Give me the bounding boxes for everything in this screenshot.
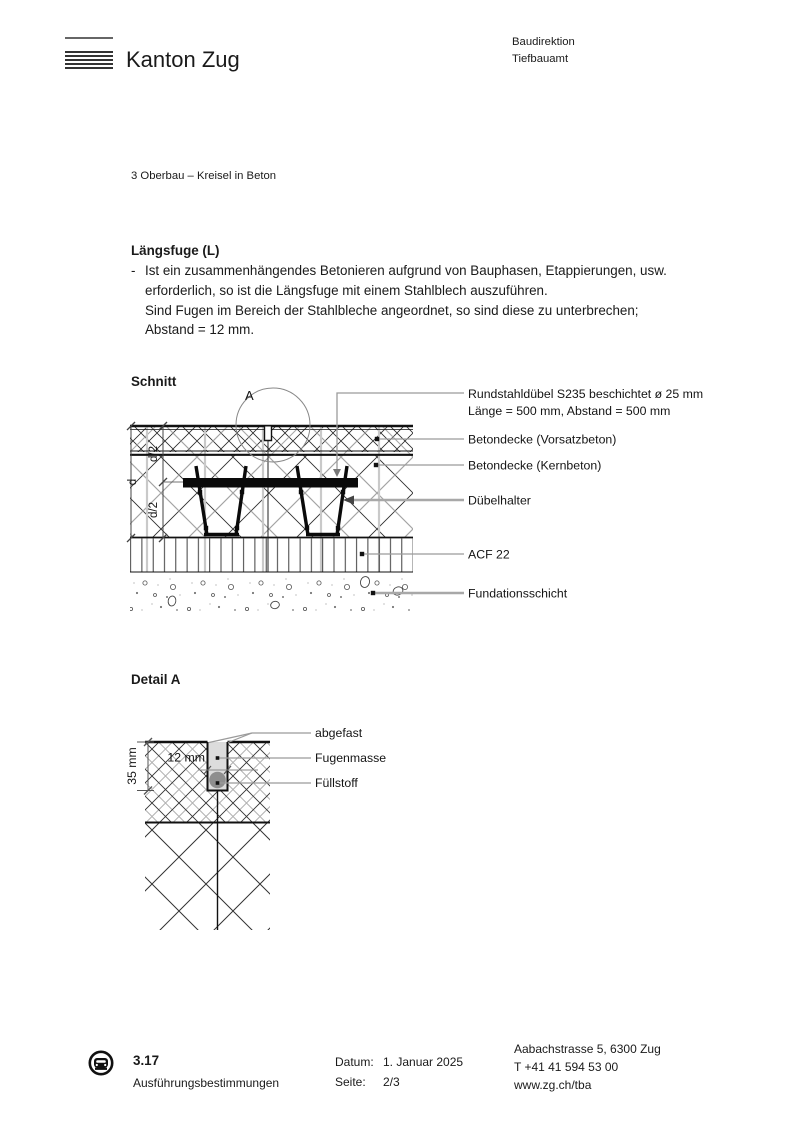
label-duebelhalter: Dübelhalter — [468, 493, 531, 508]
page-label: Seite: — [335, 1075, 366, 1089]
car-icon — [88, 1050, 114, 1076]
org-line-1: Baudirektion — [512, 36, 575, 48]
label-fugenmasse: Fugenmasse — [315, 751, 387, 765]
contact-phone: T +41 41 594 53 00 — [514, 1060, 619, 1074]
dim-d2-top-label: d/2 — [148, 446, 160, 462]
doc-title: Ausführungsbestimmungen — [133, 1076, 280, 1090]
detail-a-marker: A — [245, 388, 254, 403]
contact-website: www.zg.ch/tba — [514, 1078, 592, 1092]
kanton-zug-logo — [64, 36, 114, 70]
label-acf: ACF 22 — [468, 547, 510, 562]
contact-address: Aabachstrasse 5, 6300 Zug — [514, 1042, 661, 1056]
doc-number: 3.17 — [133, 1053, 160, 1068]
label-fuellstoff: Füllstoff — [315, 776, 358, 790]
org-line-2: Tiefbauamt — [512, 52, 569, 65]
paragraph-line: Abstand = 12 mm. — [145, 322, 255, 338]
breadcrumb: 3 Oberbau – Kreisel in Beton — [131, 170, 277, 182]
paragraph-line: Sind Fugen im Bereich der Stahlbleche angeordnet, so sind diese zu unterbrechen; — [145, 302, 639, 318]
dim-d2-bottom-label: d/2 — [148, 502, 160, 518]
fuellstoff-backer-rod — [209, 772, 226, 789]
acf-layer — [130, 539, 413, 572]
label-fundation: Fundationsschicht — [468, 586, 568, 601]
label-rundstahlduebel-line2: Länge = 500 mm, Abstand = 500 mm — [468, 404, 671, 418]
date-value: 1. Januar 2025 — [383, 1055, 464, 1069]
label-kernbeton: Betondecke (Kernbeton) — [468, 458, 602, 473]
fundation-layer — [130, 576, 413, 612]
dim-d-label: d — [127, 478, 139, 486]
label-rundstahlduebel-line1: Rundstahldübel S235 beschichtet ø 25 mm — [468, 387, 704, 401]
date-label: Datum: — [335, 1055, 374, 1069]
org-block — [512, 34, 575, 67]
schnitt-title: Schnitt — [131, 374, 177, 389]
detail-drawing — [125, 695, 455, 940]
paragraph-line: Ist ein zusammenhängendes Betonieren aufgrund von Bauphasen, Etappierungen, usw. — [145, 263, 667, 278]
section-paragraph — [145, 261, 667, 340]
page-value: 2/3 — [383, 1075, 400, 1089]
dim-35mm-label: 35 mm — [125, 747, 139, 785]
label-vorsatzbeton: Betondecke (Vorsatzbeton) — [468, 432, 617, 447]
detail-title: Detail A — [131, 672, 181, 687]
schnitt-drawing — [125, 385, 725, 620]
bullet-dash: - — [131, 263, 136, 278]
contact-block — [514, 1040, 661, 1094]
section-title: Längsfuge (L) — [131, 243, 220, 258]
dim-12mm-label: 12 mm — [167, 750, 205, 765]
paragraph-line: erforderlich, so ist die Längsfuge mit einem Stahlblech auszuführen. — [145, 282, 548, 298]
detail-lower-hatch — [145, 822, 270, 930]
stahlblech-bar — [183, 478, 358, 488]
label-abgefast: abgefast — [315, 726, 363, 740]
logo-wordmark: Kanton Zug — [126, 47, 240, 72]
